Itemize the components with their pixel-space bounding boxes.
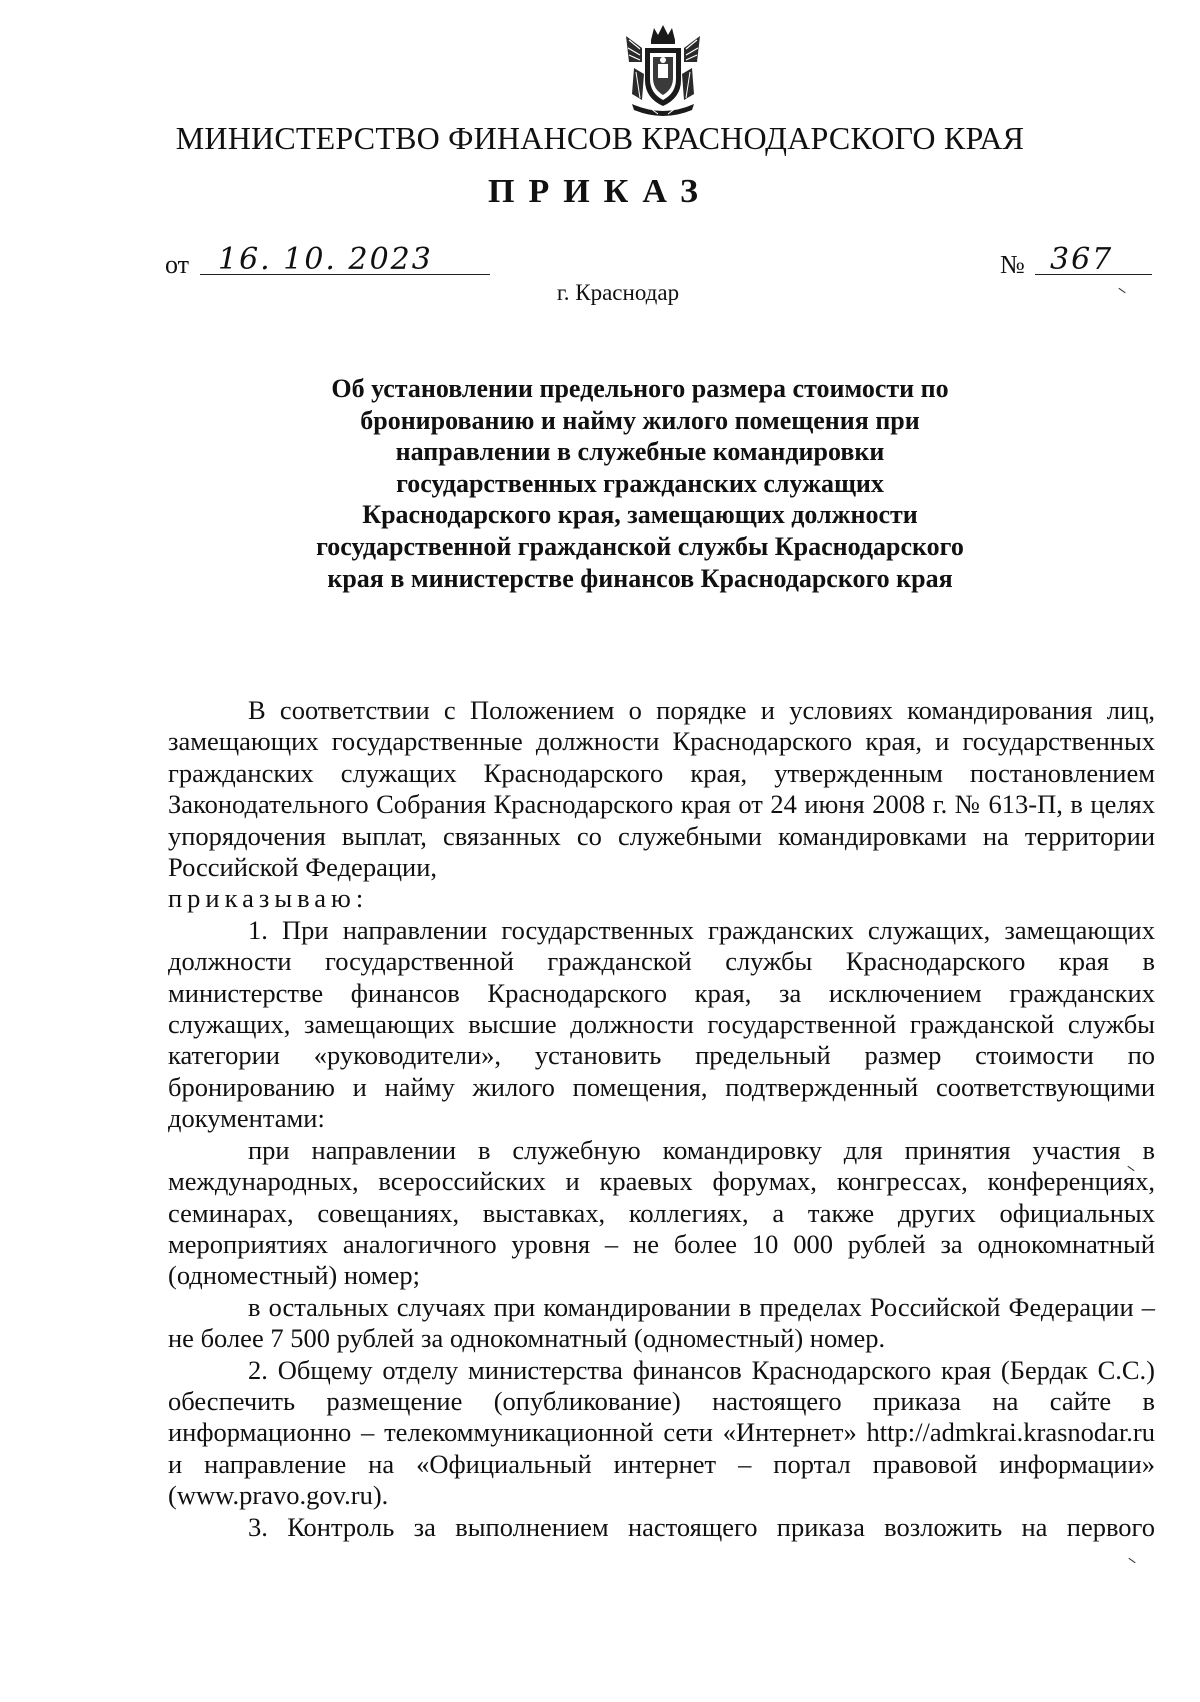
order-word-line	[168, 883, 1155, 914]
ministry-name: МИНИСТЕРСТВО ФИНАНСОВ КРАСНОДАРСКОГО КРАЯ	[175, 120, 1025, 156]
order-word: приказываю:	[168, 883, 369, 914]
number-value: 367	[1050, 242, 1114, 277]
item-2-paragraph: 2. Общему отделу министерства финансов Краснодарского края (Бердак С.С.) обеспечить размещение (опубликование) настоящего приказа на сайте в информационно – телекоммуникационной сети «Интернет» http://admkrai.krasnodar.ru и направление на «Официальный интернет – портал правовой информации» (www.pravo.gov.ru).	[168, 1354, 1155, 1511]
item-1-subitem-2: в остальных случаях при командировании в пределах Российской Федерации – не более 7 500 рублей за однокомнатный (одноместный) номер.	[168, 1291, 1155, 1354]
item-3-paragraph: 3. Контроль за выполнением настоящего приказа возложить на первого	[248, 1511, 1155, 1542]
date-label: от	[165, 250, 190, 279]
item-1-subitem-1: при направлении в служебную командировку для принятия участия в международных, всероссийских и краевых форумах, конгрессах, конференциях, семинарах, совещаниях, выставках, коллегиях, а также других официальных мероприятиях аналогичного уровня – не более 10 000 рублей за однокомнатный (одноместный) номер;	[168, 1134, 1155, 1291]
item-1-paragraph: 1. При направлении государственных гражданских служащих, замещающих должности государственной гражданской службы Краснодарского края в министерстве финансов Краснодарского края, за исключением гражданских служащих, замещающих высшие должности государственной гражданской службы категории «руководители», установить предельный размер стоимости по бронированию и найму жилого помещения, подтвержденный соответствующими документами:	[168, 914, 1155, 1134]
number-label: №	[1000, 250, 1025, 279]
date-value: 16. 10. 2023	[218, 242, 433, 277]
krasnodar-krai-coat-of-arms-icon	[620, 22, 706, 118]
preamble-paragraph: В соответствии с Положением о порядке и условиях командирования лиц, замещающих государственные должности Краснодарского края, и государственных гражданских служащих Краснодарского края, утвержденным постановлением Законодательного Собрания Краснодарского края от 24 июня 2008 г. № 613-П, в целях упорядочения выплат, связанных со служебными командировками на территории Российской Федерации,	[168, 695, 1155, 883]
document-title: Об установлении предельного размера стоимости по бронированию и найму жилого помещения при направлении в служебные командировки государственных гражданских служащих Краснодарского края, замещающих должности государственной гражданской службы Краснодарского края в министерстве финансов Краснодарского края	[316, 374, 964, 593]
date-underline	[200, 274, 490, 275]
city: г. Краснодар	[556, 280, 680, 305]
scan-mark	[1128, 1558, 1135, 1563]
document-body	[168, 695, 1155, 1543]
number-underline	[1035, 274, 1152, 275]
document-type: ПРИКАЗ	[488, 173, 712, 210]
